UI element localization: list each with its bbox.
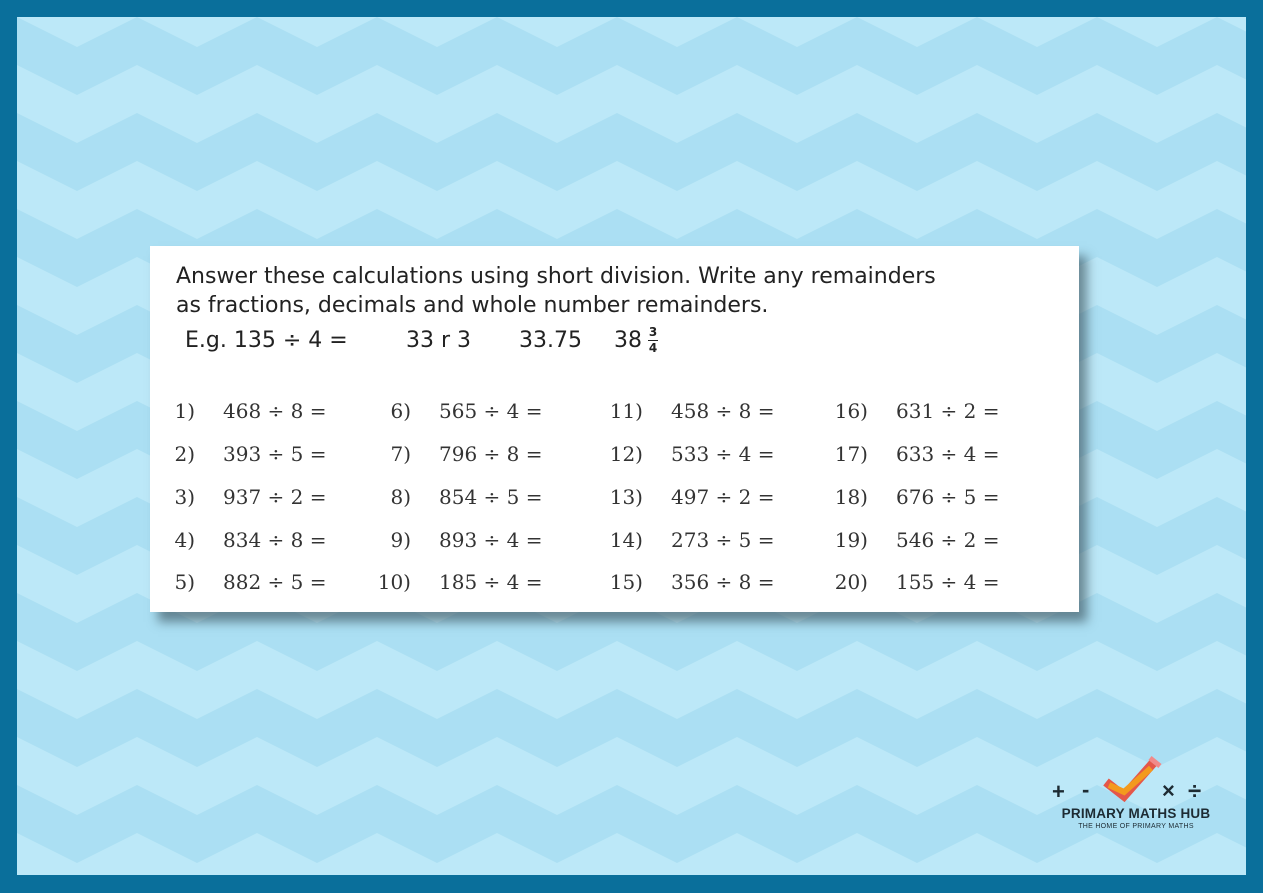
question-number: 16) — [834, 399, 868, 423]
question-number: 11) — [609, 399, 643, 423]
worked-example — [185, 326, 658, 355]
primary-maths-hub-logo — [1046, 752, 1226, 832]
question-expression: 565 ÷ 4 = — [439, 399, 543, 423]
question-number: 9) — [390, 528, 411, 552]
logo-symbols-icon — [1046, 752, 1226, 806]
question-expression: 796 ÷ 8 = — [439, 442, 543, 466]
fraction-denominator: 4 — [648, 341, 658, 355]
question-expression: 393 ÷ 5 = — [223, 442, 327, 466]
instruction-line-1: Answer these calculations using short division. Write any remainders — [176, 264, 936, 289]
question-expression: 893 ÷ 4 = — [439, 528, 543, 552]
svg-text:-: - — [1082, 777, 1090, 802]
question-number: 6) — [390, 399, 411, 423]
instruction-line-2: as fractions, decimals and whole number remainders. — [176, 293, 769, 318]
question-expression: 533 ÷ 4 = — [671, 442, 775, 466]
question-expression: 497 ÷ 2 = — [671, 485, 775, 509]
question-number: 10) — [377, 570, 411, 594]
example-fraction-whole: 38 — [614, 328, 642, 353]
example-decimal-answer: 33.75 — [519, 328, 582, 353]
example-equation: E.g. 135 ÷ 4 = — [185, 328, 348, 353]
question-expression: 882 ÷ 5 = — [223, 570, 327, 594]
question-number: 8) — [390, 485, 411, 509]
question-expression: 937 ÷ 2 = — [223, 485, 327, 509]
question-expression: 273 ÷ 5 = — [671, 528, 775, 552]
question-number: 3) — [174, 485, 195, 509]
background-canvas — [17, 17, 1246, 875]
fraction-numerator: 3 — [648, 325, 658, 339]
question-number: 12) — [609, 442, 643, 466]
example-fraction — [648, 326, 658, 355]
worksheet-card — [150, 246, 1079, 612]
question-number: 20) — [834, 570, 868, 594]
question-expression: 633 ÷ 4 = — [896, 442, 1000, 466]
question-expression: 185 ÷ 4 = — [439, 570, 543, 594]
question-expression: 834 ÷ 8 = — [223, 528, 327, 552]
question-number: 19) — [834, 528, 868, 552]
question-number: 13) — [609, 485, 643, 509]
question-number: 7) — [390, 442, 411, 466]
svg-text:+: + — [1052, 779, 1065, 804]
question-expression: 631 ÷ 2 = — [896, 399, 1000, 423]
question-number: 5) — [174, 570, 195, 594]
instructions — [176, 262, 1056, 320]
question-expression: 854 ÷ 5 = — [439, 485, 543, 509]
question-number: 4) — [174, 528, 195, 552]
question-number: 15) — [609, 570, 643, 594]
question-expression: 546 ÷ 2 = — [896, 528, 1000, 552]
question-number: 18) — [834, 485, 868, 509]
question-expression: 356 ÷ 8 = — [671, 570, 775, 594]
question-number: 1) — [174, 399, 195, 423]
question-expression: 468 ÷ 8 = — [223, 399, 327, 423]
svg-text:×: × — [1162, 778, 1175, 803]
question-expression: 676 ÷ 5 = — [896, 485, 1000, 509]
question-number: 14) — [609, 528, 643, 552]
question-number: 2) — [174, 442, 195, 466]
question-number: 17) — [834, 442, 868, 466]
question-expression: 458 ÷ 8 = — [671, 399, 775, 423]
question-grid — [150, 399, 1079, 609]
logo-title: PRIMARY MATHS HUB — [1061, 806, 1211, 821]
logo-subtitle: THE HOME OF PRIMARY MATHS — [1078, 823, 1194, 830]
question-expression: 155 ÷ 4 = — [896, 570, 1000, 594]
example-remainder-answer: 33 r 3 — [406, 328, 472, 353]
svg-text:÷: ÷ — [1188, 778, 1202, 805]
